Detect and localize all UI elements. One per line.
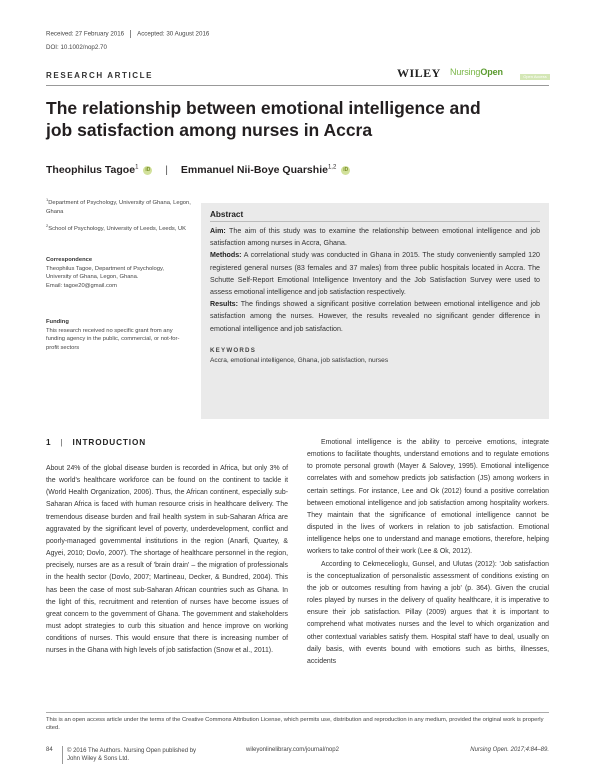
author-name[interactable]: Emmanuel Nii-Boye Quarshie [180, 164, 328, 176]
paragraph: Emotional intelligence is the ability to perceive emotions, integrate emotions to facilitate thoughts, understand emotions and to regulate emotions to promote personal growth (Mayer & Salovey, 1995). Emotional intelligence correlates with and somehow predicts job satisfaction (JS) among workers in certain settings. For instance, Lee and Ok (2012) found a positive correlation between emotional intelligence and job satisfaction among hospitality workers. They maintain that the significance of emotional intelligence cannot be disputed in the lives of workers in relation to job satisfaction. Emotional intelligence helps one to understand and manage emotions, therefore, helping workers to take control of their work (Lee & Ok, 2012). [307, 439, 549, 556]
affiliation-1: $^1$Department of Psychology, University of Ghana, Legon, Ghana [46, 197, 191, 215]
correspondence-label: Correspondence [46, 257, 93, 263]
keywords-label: KEYWORDS [210, 346, 257, 354]
journal-logo [450, 62, 550, 82]
author-name[interactable]: Theophilus Tagoe [46, 164, 136, 176]
page-number: 84 [46, 747, 53, 753]
abstract-rule [210, 221, 540, 222]
body-column-right [307, 437, 549, 668]
funding-label: Funding [46, 319, 69, 325]
orcid-icon[interactable]: iD [145, 166, 151, 173]
doi[interactable]: DOI: 10.1002/nop2.70 [46, 44, 107, 51]
correspondence [46, 256, 191, 290]
section-heading-introduction: 1 | INTRODUCTION [46, 438, 147, 447]
paragraph: According to Cekmecelioglu, Gunsel, and Ulutas (2012): 'Job satisfaction is the conceptualization of personalistic assessment of conditions existing on the job or outcomes resulting from having a job' (p. 364). Given the crucial roles played by nurses in the delivery of quality healthcare, it is imperative to ensure their job satisfaction. Pillay (2009) argues that it is important to comprehend what motivates nurses and the level to which organization and other contextual variables satisfy them. Hospital staff have to deal, usually on daily basis, with events bound with emotions such as births, illnesses, accidents [307, 560, 549, 665]
author-separator: | [165, 164, 168, 176]
body-column-left [46, 463, 288, 658]
citation: Nursing Open. 2017;4:84–89. [470, 747, 549, 753]
journal-tag: Open Access [520, 74, 550, 80]
affiliation-2: $^2$School of Psychology, University of Leeds, Leeds, UK [46, 223, 187, 232]
abstract-heading: Abstract [210, 210, 244, 219]
keywords: Accra, emotional intelligence, Ghana, job satisfaction, nurses [210, 356, 389, 364]
accepted-date: Accepted: 30 August 2016 [137, 30, 210, 38]
article-type: RESEARCH ARTICLE [46, 71, 154, 80]
divider [62, 746, 63, 764]
author-affiliation-sup: 1,2 [327, 164, 337, 171]
journal-name: NursingOpen [450, 67, 503, 77]
abstract-box [201, 203, 549, 419]
journal-url[interactable]: wileyonlinelibrary.com/journal/nop2 [246, 747, 339, 753]
abstract-methods: Methods: A correlational study was conducted in Ghana in 2015. The study conveniently sampled 120 registered general nurses (83 females and 37 males) from three public hospitals located in Accra. The Schutte Self-Report Emotional Intelligence Inventory and the Job Satisfaction Survey were used to assess emotional intelligence and job satisfaction respectively. [210, 251, 540, 297]
header-rule [46, 85, 549, 86]
abstract-results: Results: The findings showed a significant positive correlation between emotional intelligence and job satisfaction among the nurses. However, the results revealed no significant gender difference in emotional intelligence and job satisfaction. [210, 300, 540, 333]
paragraph: About 24% of the global disease burden is recorded in Africa, but only 3% of the world's healthcare workforce can be found on the continent to tackle it (World Health Organization, 2006). Thus, the African continent, especially sub-Saharan Africa is faced with human resource crisis in healthcare delivery. The tremendous disease burden and frail health system in sub-Saharan Africa are aggravated by the significant level of poverty, underdevelopment, conflict and poorly-managed governmental institutions in the region (Anarfi, Quartey, & Agyei, 2010; Dovlo, 2007). The shortage of healthcare personnel in the region, precisely, nurses are as a result of 'brain drain' – the migration of professionals in the health sector (Dovlo, 2007; Martineau, Decker, & Bundred, 2004). This has been the case of most sub-Saharan African countries such as Ghana. In the light of this, recruitment and retention of nurses have become issues of great concern to the government of Ghana. The government and stakeholders must adopt strategies to curb this situation and hence improve on working conditions of nurses. This would ensure that there is increasing number of nurses in the Ghana with high levels of job satisfaction (Snow et al., 2011). [46, 465, 288, 655]
funding-text: This research received no specific grant from any funding agency in the public, commercial, or not-for-profit sectors [46, 327, 180, 351]
page-footer [46, 747, 549, 765]
copyright: © 2016 The Authors. Nursing Open published by John Wiley & Sons Ltd. [67, 748, 197, 762]
funding [46, 318, 191, 352]
article-title: The relationship between emotional intelligence and job satisfaction among nurses in Accra [46, 98, 481, 140]
received-date: Received: 27 February 2016 [46, 30, 125, 38]
author-list [46, 164, 350, 176]
divider [130, 30, 131, 38]
correspondence-text: Theophilus Tagoe, Department of Psychology, University of Ghana, Legon, Ghana. [46, 265, 165, 281]
abstract-aim: Aim: The aim of this study was to examine the relationship between emotional intelligence and job satisfaction among nurses in Accra, Ghana. [210, 227, 541, 248]
publisher-logo: WILEY [397, 66, 441, 80]
orcid-icon[interactable]: iD [343, 166, 349, 173]
submission-dates [46, 30, 209, 38]
author-affiliation-sup: 1 [135, 164, 139, 171]
correspondence-email[interactable]: Email: tagoe20@gmail.com [46, 282, 117, 289]
license-note: This is an open access article under the terms of the Creative Commons Attribution License, which permits use, distribution and reproduction in any medium, provided the original work is properly cited. [46, 712, 549, 732]
